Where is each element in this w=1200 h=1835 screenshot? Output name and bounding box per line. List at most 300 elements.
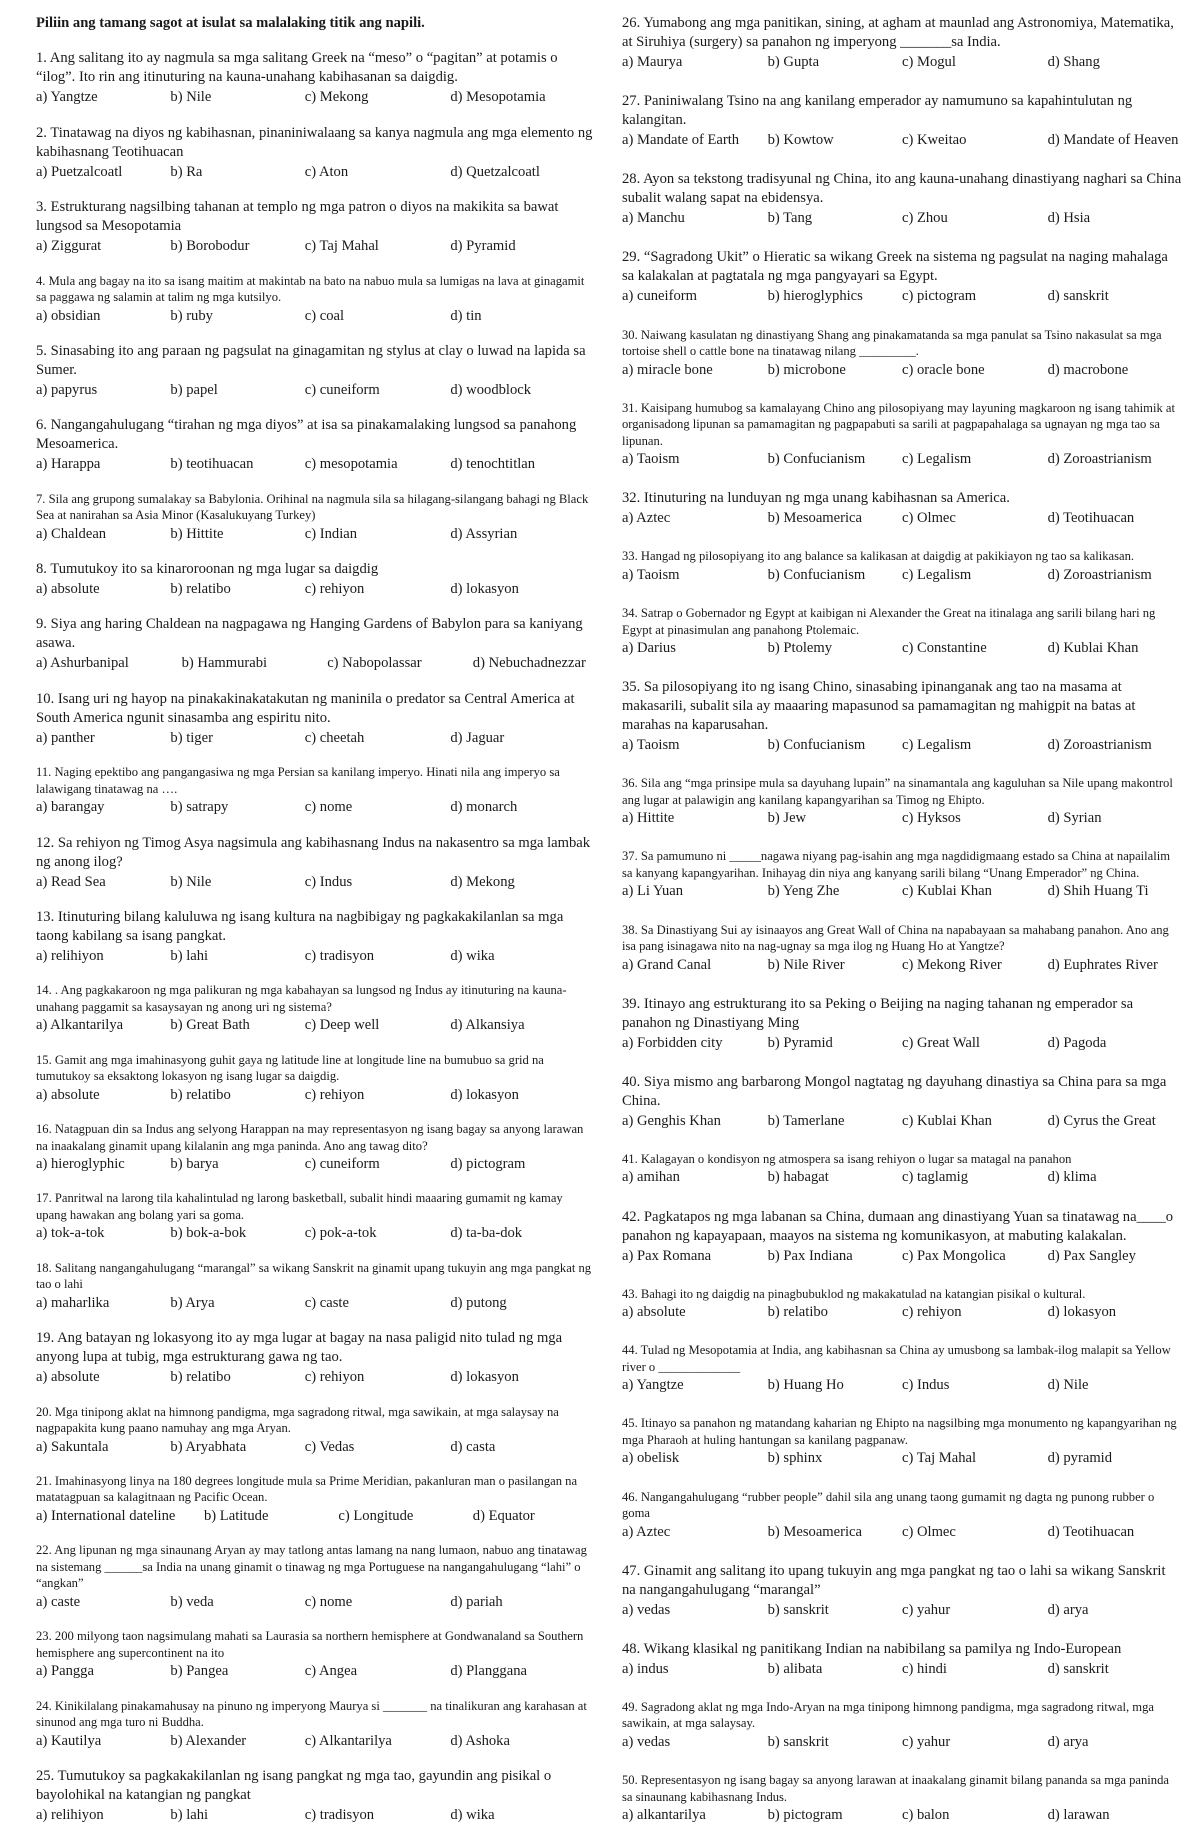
option-d[interactable]: d) Planggana [450,1663,527,1680]
option-d[interactable]: d) pictogram [450,1156,526,1172]
option-c[interactable]: c) nome [304,799,353,816]
question-text: Sagradong aklat ng mga Indo-Aryan na mga tinipong himnong pandigma, mga sagradong ritwal, mga sawikain, at mga salaysay. [622,1699,1154,1731]
question-number: 40. [622,1073,641,1090]
option-c[interactable]: c) Longitude [338,1507,414,1524]
option-c[interactable]: c) oracle bone [901,361,985,378]
option-b[interactable]: b) Confucianism [767,451,866,468]
question-number: 4. [36,273,46,288]
option-d[interactable]: d) putong [450,1294,507,1311]
question-6-stem [36,416,596,454]
option-a[interactable]: a) Yangtze [622,1377,684,1394]
option-b[interactable]: b) tiger [170,729,213,746]
option-c[interactable]: c) tradisyon [304,947,375,964]
question-44-options [622,1376,1182,1395]
question-20 [36,1404,596,1457]
option-c[interactable]: c) Great Wall [901,1034,980,1051]
option-a[interactable]: a) Manchu [622,210,685,227]
option-c[interactable]: c) Legalism [901,566,972,583]
question-50-options [622,1806,1182,1825]
option-b[interactable]: b) Huang Ho [767,1377,844,1394]
option-a[interactable]: a) obsidian [36,307,101,324]
option-c[interactable]: c) rehiyon [901,1304,962,1321]
question-number: 21. [36,1473,52,1488]
question-27 [622,92,1182,150]
option-a[interactable]: a) Mandate of Earth [622,132,740,149]
question-16-stem [36,1121,596,1154]
option-c[interactable]: c) Taj Mahal [304,238,379,255]
option-c[interactable]: c) Hyksos [901,810,961,827]
option-c[interactable]: c) rehiyon [304,581,365,597]
question-text: Tinatawag na diyos ng kabihasnan, pinaniniwalaang sa kanya nagmula ang mga elemento ng kabihasnang Teotihuacan [36,124,593,160]
option-d[interactable]: d) Zoroastrianism [1047,566,1152,583]
left-column [36,14,596,1825]
option-c[interactable]: c) caste [304,1294,349,1311]
option-a[interactable]: a) vedas [622,1601,671,1618]
option-d[interactable]: d) Teotihuacan [1047,510,1135,527]
question-24 [36,1698,596,1751]
option-b[interactable]: b) Nile [170,873,212,890]
option-c[interactable]: c) coal [304,307,345,324]
option-d[interactable]: d) Mekong [450,873,515,890]
option-c[interactable]: c) taglamig [901,1169,969,1186]
option-d[interactable]: d) ta-ba-dok [450,1225,523,1242]
option-d[interactable]: d) pariah [450,1593,503,1610]
option-d[interactable]: d) casta [450,1438,496,1455]
question-number: 48. [622,1640,641,1657]
option-c[interactable]: c) Vedas [304,1438,355,1455]
question-number: 2. [36,124,47,141]
option-a[interactable]: a) absolute [36,1086,100,1103]
option-d[interactable]: d) tin [450,307,482,324]
option-b[interactable]: b) sanskrit [767,1733,829,1750]
option-b[interactable]: b) Tamerlane [767,1112,845,1129]
option-a[interactable]: a) Sakuntala [36,1438,109,1455]
question-34-stem [622,605,1182,638]
option-a[interactable]: a) Alkantarilya [36,1017,124,1034]
option-b[interactable]: b) Tang [767,210,813,227]
question-5-options [36,381,596,400]
option-c[interactable]: c) mesopotamia [304,456,398,473]
option-b[interactable]: b) Aryabhata [170,1438,247,1455]
option-d[interactable]: d) Jaguar [450,729,505,746]
question-text: Itinayo sa panahon ng matandang kaharian ng Ehipto na nagsilbing mga monumento ng kapangyarihan ng mga Pharaoh at huling hantungan sa kanilang pagpanaw. [622,1416,1177,1447]
option-a[interactable]: a) absolute [622,1304,686,1321]
option-a[interactable]: a) Pax Romana [622,1247,712,1264]
option-a[interactable]: a) Harappa [36,456,101,473]
option-a[interactable]: a) Ashurbanipal [36,655,129,672]
question-12-options [36,873,596,892]
option-d[interactable]: d) Shih Huang Ti [1047,883,1149,900]
question-45-options [622,1449,1182,1468]
option-c[interactable]: c) Taj Mahal [901,1450,977,1467]
option-a[interactable]: a) miracle bone [622,361,713,378]
option-c[interactable]: c) Aton [304,163,349,180]
option-b[interactable]: b) sanskrit [767,1601,829,1618]
option-d[interactable]: d) sanskrit [1047,1660,1109,1677]
question-number: 6. [36,417,47,434]
option-a[interactable]: a) Read Sea [36,873,106,890]
option-a[interactable]: a) caste [36,1593,81,1610]
option-b[interactable]: b) relatibo [767,1304,828,1321]
question-49-options [622,1733,1182,1752]
option-a[interactable]: a) International dateline [36,1507,176,1524]
option-a[interactable]: a) Genghis Khan [622,1112,721,1129]
question-11-stem [36,764,596,797]
option-b[interactable]: b) teotihuacan [170,456,254,473]
option-c[interactable]: c) Nabopolassar [327,655,422,672]
question-13-options [36,947,596,966]
option-c[interactable]: c) pok-a-tok [304,1225,377,1242]
option-a[interactable]: a) Ziggurat [36,238,102,255]
option-d[interactable]: d) wika [450,947,495,964]
option-c[interactable]: c) tradisyon [304,1806,375,1823]
option-a[interactable]: a) Taoism [622,451,680,468]
option-b[interactable]: b) Hittite [170,525,224,542]
question-15-options [36,1086,596,1105]
option-c[interactable]: c) yahur [901,1733,951,1750]
option-d[interactable]: d) Mandate of Heaven [1047,132,1179,149]
option-c[interactable]: c) Indus [901,1377,950,1394]
option-b[interactable]: b) Jew [767,810,807,827]
option-d[interactable]: d) lokasyon [450,581,519,597]
question-16 [36,1121,596,1174]
option-a[interactable]: a) Hittite [622,810,675,827]
question-number: 10. [36,690,55,707]
question-37-stem [622,848,1182,881]
option-b[interactable]: b) Pyramid [767,1034,833,1051]
question-32-stem [622,489,1182,508]
option-a[interactable]: a) relihiyon [36,947,104,964]
question-47-stem [622,1562,1182,1600]
option-b[interactable]: b) ruby [170,307,213,324]
option-c[interactable]: c) Mekong [304,89,369,106]
option-d[interactable]: d) Zoroastrianism [1047,451,1152,468]
question-41-options [622,1168,1182,1187]
option-b[interactable]: b) Ra [170,163,203,180]
option-a[interactable]: a) Forbidden city [622,1034,723,1051]
option-d[interactable]: d) Ashoka [450,1732,510,1749]
option-c[interactable]: c) Legalism [901,451,972,468]
option-c[interactable]: c) rehiyon [304,1086,365,1103]
option-c[interactable]: c) Pax Mongolica [901,1247,1006,1264]
option-b[interactable]: b) Pax Indiana [767,1247,853,1264]
option-c[interactable]: c) Olmec [901,510,956,527]
option-c[interactable]: c) Alkantarilya [304,1732,392,1749]
question-14-options [36,1016,596,1035]
question-text: Sa Dinastiyang Sui ay isinaayos ang Great Wall of China na napabayaan sa mahabang panahon. Ano ang isa pang isinagawa nito na nag-ugnay sa mga ilog ng Huang Ho at Yangtze? [622,922,1169,953]
question-32-options [622,509,1182,528]
question-text: Nangangahulugang “rubber people” dahil sila ang unang taong gumamit ng dagta ng punong rubber o goma [622,1489,1155,1520]
question-12-stem [36,834,596,872]
question-number: 46. [622,1489,638,1504]
question-text: Itinuturing bilang kaluluwa ng isang kultura na nagbibigay ng pagkakakilanlan sa mga taong kabilang sa isang pangkat. [36,908,564,944]
question-number: 37. [622,849,638,864]
option-d[interactable]: d) tenochtitlan [450,456,536,473]
option-c[interactable]: c) Mekong River [901,956,1002,973]
option-c[interactable]: c) Kublai Khan [901,883,992,900]
question-number: 49. [622,1699,638,1714]
option-b[interactable]: b) Mesoamerica [767,1523,863,1540]
question-number: 19. [36,1330,55,1347]
option-a[interactable]: a) Taoism [622,566,680,583]
option-a[interactable]: a) barangay [36,799,105,816]
option-a[interactable]: a) Taoism [622,737,680,754]
option-b[interactable]: b) pictogram [767,1807,843,1823]
question-9-stem [36,615,596,653]
option-d[interactable]: d) Shang [1047,54,1100,70]
option-a[interactable]: a) tok-a-tok [36,1225,105,1242]
option-b[interactable]: b) papel [170,381,218,398]
option-d[interactable]: d) Euphrates River [1047,956,1158,973]
question-9 [36,615,596,673]
option-c[interactable]: c) pictogram [901,288,977,305]
option-c[interactable]: c) rehiyon [304,1369,365,1386]
question-15 [36,1052,596,1105]
option-c[interactable]: c) Constantine [901,640,987,656]
option-d[interactable]: d) wika [450,1806,495,1823]
option-a[interactable]: a) panther [36,729,95,746]
option-d[interactable]: d) Pyramid [450,238,516,255]
option-c[interactable]: c) Olmec [901,1523,956,1540]
question-text: Naiwang kasulatan ng dinastiyang Shang ang pinakamatanda sa mga panulat sa Tsino nakasulat sa mga tortoise shell o cattle bone na tinatawag nilang _________. [622,327,1162,358]
option-d[interactable]: d) monarch [450,799,518,816]
question-1-stem [36,49,596,87]
option-b[interactable]: b) Confucianism [767,737,866,754]
option-d[interactable]: d) Teotihuacan [1047,1523,1135,1540]
option-b[interactable]: b) barya [170,1156,219,1172]
question-9-options [36,654,596,673]
option-d[interactable]: d) klima [1047,1169,1097,1186]
option-a[interactable]: a) Chaldean [36,525,107,542]
option-b[interactable]: b) lahi [170,1806,209,1823]
question-text: Itinayo ang estrukturang ito sa Peking o Beijing na naging tahanan ng emperador sa panahon ng Dinastiyang Ming [622,995,1134,1031]
option-c[interactable]: c) yahur [901,1601,951,1618]
option-b[interactable]: b) alibata [767,1660,823,1677]
question-5 [36,342,596,400]
question-38-stem [622,922,1182,955]
question-number: 29. [622,249,641,266]
question-text: Mula ang bagay na ito sa isang maitim at makintab na bato na nabuo mula sa lumigas na lava at ginagamit sa paggawa ng salamin at talim ng mga kutsilyo. [36,273,585,304]
option-b[interactable]: b) lahi [170,947,209,964]
option-c[interactable]: c) Indian [304,525,358,542]
option-a[interactable]: a) hieroglyphic [36,1156,125,1172]
question-17-options [36,1224,596,1243]
question-16-options [36,1155,596,1174]
option-d[interactable]: d) Equator [472,1507,535,1524]
option-c[interactable]: c) Kublai Khan [901,1112,992,1129]
option-b[interactable]: b) bok-a-bok [170,1225,247,1242]
option-a[interactable]: a) Pangga [36,1663,94,1680]
option-d[interactable]: d) macrobone [1047,361,1129,378]
option-b[interactable]: b) Gupta [767,54,820,70]
option-b[interactable]: b) Great Bath [170,1017,250,1034]
option-b[interactable]: b) Latitude [204,1507,269,1524]
option-a[interactable]: a) Puetzalcoatl [36,163,123,180]
question-text: Wikang klasikal ng panitikang Indian na nabibilang sa pamilya ng Indo-European [643,1640,1122,1657]
question-25-stem [36,1767,596,1805]
option-d[interactable]: d) lokasyon [450,1369,519,1386]
option-b[interactable]: b) satrapy [170,799,229,816]
option-b[interactable]: b) relatibo [170,1086,231,1103]
question-19-options [36,1368,596,1387]
option-c[interactable]: c) Deep well [304,1017,380,1034]
option-c[interactable]: c) cuneiform [304,1156,380,1172]
option-b[interactable]: b) Hammurabi [181,655,268,672]
option-d[interactable]: d) Zoroastrianism [1047,737,1152,754]
option-b[interactable]: b) Confucianism [767,566,866,583]
option-b[interactable]: b) Alexander [170,1732,247,1749]
option-d[interactable]: d) pyramid [1047,1450,1113,1467]
option-d[interactable]: d) Mesopotamia [450,89,546,106]
question-19-stem [36,1329,596,1367]
question-text: Satrap o Gobernador ng Egypt at kaibigan ni Alexander the Great na itinalaga ang sarili bilang hari ng Egypt at pinasimulan ang panahong Ptolemaic. [622,606,1156,637]
question-30-options [622,361,1182,380]
question-text: Naging epektibo ang pangangasiwa ng mga Persian sa kanilang imperyo. Hinati nila ang imperyo sa lalawigang tinatawag na …. [36,765,560,796]
question-29 [622,248,1182,306]
option-d[interactable]: d) woodblock [450,381,532,398]
question-27-stem [622,92,1182,130]
option-b[interactable]: b) Nile River [767,956,845,973]
option-c[interactable]: c) Indus [304,873,353,890]
option-c[interactable]: c) Kweitao [901,132,967,149]
question-41-stem [622,1151,1182,1168]
option-b[interactable]: b) veda [170,1593,214,1610]
question-10 [36,690,596,748]
option-d[interactable]: d) Pagoda [1047,1034,1107,1051]
option-d[interactable]: d) larawan [1047,1807,1110,1823]
option-c[interactable]: c) hindi [901,1660,947,1677]
option-b[interactable]: b) Kowtow [767,132,834,149]
question-6-options [36,455,596,474]
option-a[interactable]: a) indus [622,1660,669,1677]
option-a[interactable]: a) Darius [622,640,676,656]
question-32 [622,489,1182,528]
option-b[interactable]: b) Ptolemy [767,640,833,656]
question-text: “Sagradong Ukit” o Hieratic sa wikang Greek na sistema ng pagsulat na naging mahalaga sa kalakalan at pagtatala ng mga pangyayari sa Egypt. [622,249,1168,285]
question-14 [36,982,596,1035]
option-b[interactable]: b) Borobodur [170,238,250,255]
option-a[interactable]: a) obelisk [622,1450,680,1467]
option-d[interactable]: d) Cyrus the Great [1047,1112,1156,1129]
question-number: 26. [622,15,641,31]
option-c[interactable]: c) Mogul [901,54,956,70]
question-42 [622,1208,1182,1266]
option-b[interactable]: b) sphinx [767,1450,823,1467]
option-c[interactable]: c) cuneiform [304,381,380,398]
question-4 [36,273,596,326]
option-c[interactable]: c) cheetah [304,729,365,746]
question-number: 36. [622,776,638,791]
option-b[interactable]: b) relatibo [170,581,231,597]
option-d[interactable]: d) arya [1047,1733,1089,1750]
option-a[interactable]: a) alkantarilya [622,1807,706,1823]
option-d[interactable]: d) Syrian [1047,810,1102,827]
option-c[interactable]: c) nome [304,1593,353,1610]
option-d[interactable]: d) Nebuchadnezzar [472,655,586,672]
question-23-options [36,1662,596,1681]
question-text: Siya ang haring Chaldean na nagpagawa ng Hanging Gardens of Babylon para sa kaniyang asawa. [36,616,583,652]
option-c[interactable]: c) balon [901,1807,950,1823]
option-b[interactable]: b) Mesoamerica [767,510,863,527]
option-d[interactable]: d) Kublai Khan [1047,640,1139,656]
option-b[interactable]: b) Nile [170,89,212,106]
question-number: 8. [36,561,47,577]
question-12 [36,834,596,892]
option-a[interactable]: a) Maurya [622,54,683,70]
question-number: 15. [36,1052,52,1067]
option-b[interactable]: b) hieroglyphics [767,288,863,305]
option-d[interactable]: d) Nile [1047,1377,1089,1394]
option-a[interactable]: a) papyrus [36,381,98,398]
option-d[interactable]: d) Hsia [1047,210,1091,227]
option-a[interactable]: a) Grand Canal [622,956,712,973]
option-a[interactable]: a) Li Yuan [622,883,684,900]
question-15-stem [36,1052,596,1085]
option-b[interactable]: b) Arya [170,1294,215,1311]
option-a[interactable]: a) cuneiform [622,288,697,305]
option-a[interactable]: a) amihan [622,1169,680,1186]
question-text: Sa rehiyon ng Timog Asya nagsimula ang kabihasnang Indus na nakasentro sa mga lambak ng anong ilog? [36,834,591,870]
question-50-stem [622,1772,1182,1805]
question-31-options [622,450,1182,469]
question-33-stem [622,548,1182,565]
option-a[interactable]: a) Aztec [622,510,671,527]
option-a[interactable]: a) maharlika [36,1294,110,1311]
question-3-stem [36,198,596,236]
option-b[interactable]: b) Pangea [170,1663,229,1680]
option-c[interactable]: c) Zhou [901,210,948,227]
question-number: 43. [622,1286,638,1301]
option-d[interactable]: d) arya [1047,1601,1089,1618]
option-d[interactable]: d) Quetzalcoatl [450,163,540,180]
option-d[interactable]: d) sanskrit [1047,288,1109,305]
option-a[interactable]: a) Yangtze [36,89,98,106]
question-text: Panritwal na larong tila kahalintulad ng larong basketball, subalit hindi maaaring gumamit ng kamay upang hawakan ang bolang yari sa goma. [36,1191,563,1222]
option-a[interactable]: a) absolute [36,581,100,597]
question-35-stem [622,678,1182,735]
option-a[interactable]: a) Aztec [622,1523,671,1540]
option-b[interactable]: b) Yeng Zhe [767,883,840,900]
question-40 [622,1073,1182,1131]
option-b[interactable]: b) relatibo [170,1369,231,1386]
option-a[interactable]: a) absolute [36,1369,100,1386]
option-d[interactable]: d) Alkansiya [450,1017,525,1034]
question-48 [622,1640,1182,1679]
question-number: 30. [622,327,638,342]
option-b[interactable]: b) habagat [767,1169,829,1186]
question-text: Tulad ng Mesopotamia at India, ang kabihasnan sa China ay umusbong sa lambak-ilog malapit sa Yellow river o _____________ [622,1343,1171,1374]
option-d[interactable]: d) lokasyon [450,1086,519,1103]
option-d[interactable]: d) Assyrian [450,525,518,542]
option-d[interactable]: d) lokasyon [1047,1304,1117,1321]
option-a[interactable]: a) Kautilya [36,1732,102,1749]
option-d[interactable]: d) Pax Sangley [1047,1247,1136,1264]
question-number: 7. [36,491,46,506]
question-number: 50. [622,1773,638,1787]
question-23-stem [36,1628,596,1661]
option-a[interactable]: a) vedas [622,1733,671,1750]
question-text: . Ang pagkakaroon ng mga palikuran ng mga kabahayan sa lungsod ng Indus ay itinuturing na kauna-unahang paggamit sa kasaysayan ng anong uri ng sistema? [36,983,567,1014]
question-text: Gamit ang mga imahinasyong guhit gaya ng latitude line at longitude line na bumubuo sa grid na tumutukoy sa eksaktong lokasyon ng isang lugar sa daigdig. [36,1052,544,1084]
option-c[interactable]: c) Legalism [901,737,972,754]
option-c[interactable]: c) Angea [304,1663,358,1680]
option-b[interactable]: b) microbone [767,361,846,378]
question-42-options [622,1247,1182,1266]
option-a[interactable]: a) relihiyon [36,1806,104,1823]
question-25-options [36,1806,596,1825]
question-number: 25. [36,1767,55,1784]
question-48-stem [622,1640,1182,1659]
